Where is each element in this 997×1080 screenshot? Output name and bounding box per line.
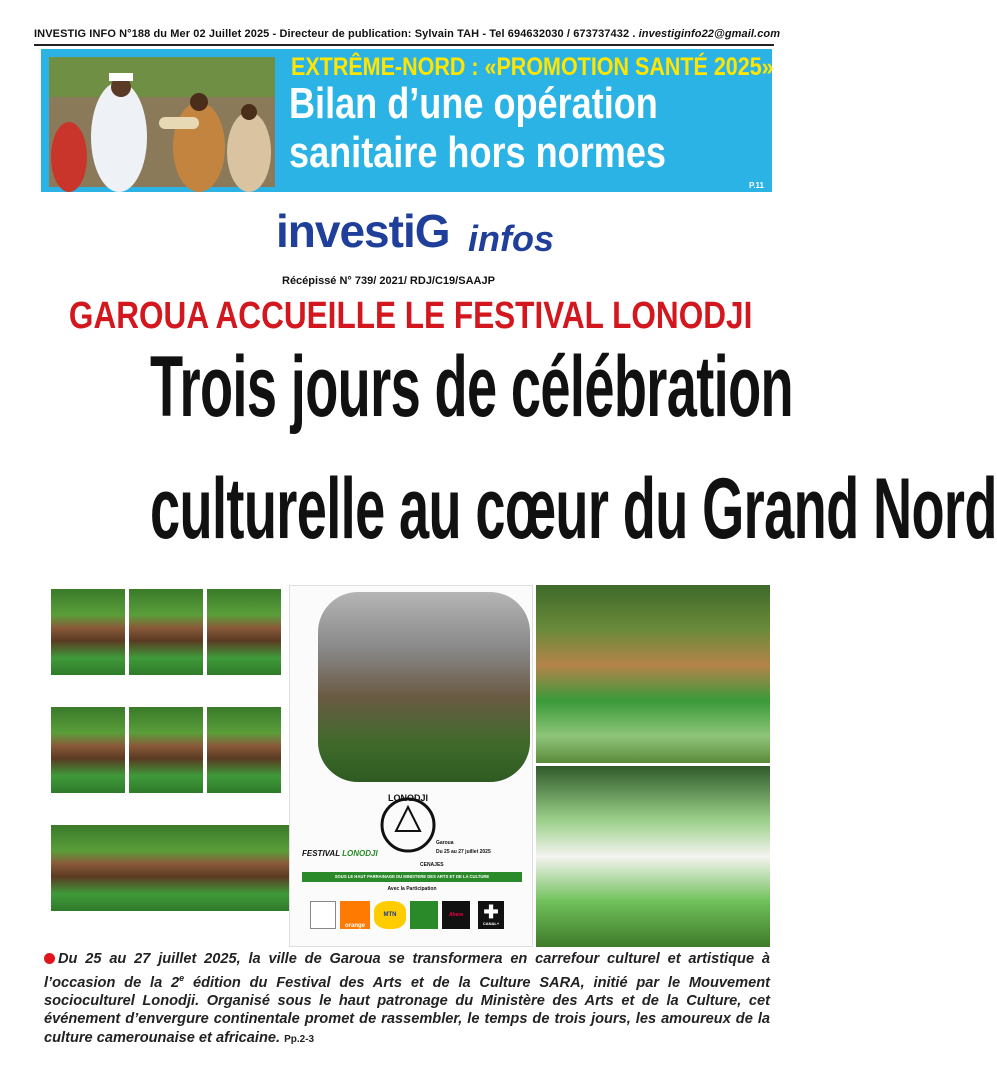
photo-section bbox=[41, 585, 770, 947]
portrait bbox=[223, 825, 297, 935]
portrait bbox=[207, 589, 281, 699]
portrait bbox=[129, 707, 203, 817]
poster-festival-label: FESTIVAL bbox=[302, 849, 340, 858]
sponsor-canal bbox=[478, 901, 504, 929]
poster-photo bbox=[318, 592, 530, 782]
sponsor-mtn: MTN bbox=[374, 901, 406, 929]
front-headline-line-2: culturelle au cœur du Grand Nord bbox=[150, 461, 997, 557]
sponsor-orange: orange bbox=[340, 901, 370, 929]
children-photo bbox=[536, 766, 770, 947]
lede-superscript: e bbox=[179, 972, 185, 983]
sponsor-logos bbox=[310, 901, 520, 935]
top-banner bbox=[41, 49, 772, 192]
portrait bbox=[51, 589, 125, 699]
portrait bbox=[207, 707, 281, 817]
masthead-rule bbox=[34, 44, 774, 46]
banner-photo bbox=[49, 57, 275, 187]
newspaper-logo bbox=[276, 200, 576, 270]
dancers-photo bbox=[536, 585, 770, 763]
poster-venue: CENAJES bbox=[420, 862, 444, 868]
lede-page-ref: Pp.2-3 bbox=[284, 1033, 315, 1045]
portrait bbox=[129, 589, 203, 699]
logo-investig: investiG bbox=[276, 205, 450, 257]
poster-dates: Du 25 au 27 juillet 2025 bbox=[436, 849, 491, 855]
banner-headline bbox=[289, 79, 715, 177]
lede-part-2: édition du Festival des Arts et de la Culture SARA, initié par le Mouvement socioculturel Lonodji. Organisé sous le haut patronage du Ministère des Arts et de la Culture, cet événement d’envergure continentale promet de rassembler, le temps de trois jours, les amoureux de la culture camerounaise et africaine. bbox=[44, 974, 770, 1046]
poster-logo-text: LONODJI bbox=[387, 793, 429, 803]
poster-city: Garoua bbox=[436, 840, 454, 846]
masthead-info bbox=[34, 28, 781, 40]
crowd-photo-icon bbox=[49, 57, 275, 187]
lede-part-1: Du 25 au 27 juillet 2025, la ville de Garoua se transformera en carrefour culturel et artistique à l’occasion de la 2 bbox=[44, 951, 770, 991]
poster-participation: Avec la Participation bbox=[387, 886, 437, 892]
plus-icon: ✚ bbox=[483, 902, 499, 922]
portrait-grid bbox=[41, 585, 287, 947]
receipt-number: Récépissé N° 739/ 2021/ RDJ/C19/SAAJP bbox=[282, 275, 495, 287]
banner-headline-line-1: Bilan d’une opération bbox=[289, 79, 658, 128]
poster-festival-title bbox=[302, 849, 378, 858]
lede-paragraph bbox=[44, 950, 770, 1049]
banner-headline-line-2: sanitaire hors normes bbox=[289, 128, 666, 177]
logo-infos: infos bbox=[468, 218, 554, 259]
portrait bbox=[51, 707, 125, 817]
sponsor-canal-label: CANAL+ bbox=[482, 921, 500, 926]
front-headline-line-1: Trois jours de célébration bbox=[150, 339, 794, 435]
masthead-email: investiginfo22@gmail.com bbox=[638, 28, 781, 40]
banner-kicker: EXTRÊME-NORD : «PROMOTION SANTÉ 2025» bbox=[291, 53, 774, 81]
masthead-text: INVESTIG INFO N°188 du Mer 02 Juillet 2025 - Directeur de publication: Sylvain TAH - Tel 694632030 / 673737432 . bbox=[34, 28, 639, 40]
banner-page-ref: P.11 bbox=[749, 181, 764, 190]
front-kicker: GAROUA ACCUEILLE LE FESTIVAL LONODJI bbox=[68, 295, 753, 337]
sponsor-logo-icon bbox=[410, 901, 438, 929]
lonodji-logo-icon bbox=[372, 791, 444, 855]
poster-festival-name: LONODJI bbox=[342, 849, 378, 858]
festival-poster bbox=[289, 585, 533, 947]
poster-patronage: SOUS LE HAUT PARRAINAGE DU MINISTERE DES ARTS ET DE LA CULTURE bbox=[302, 872, 522, 882]
sponsor-logo-icon bbox=[310, 901, 336, 929]
bullet-dot-icon bbox=[44, 953, 55, 964]
sponsor-abera: Abera bbox=[442, 901, 470, 929]
